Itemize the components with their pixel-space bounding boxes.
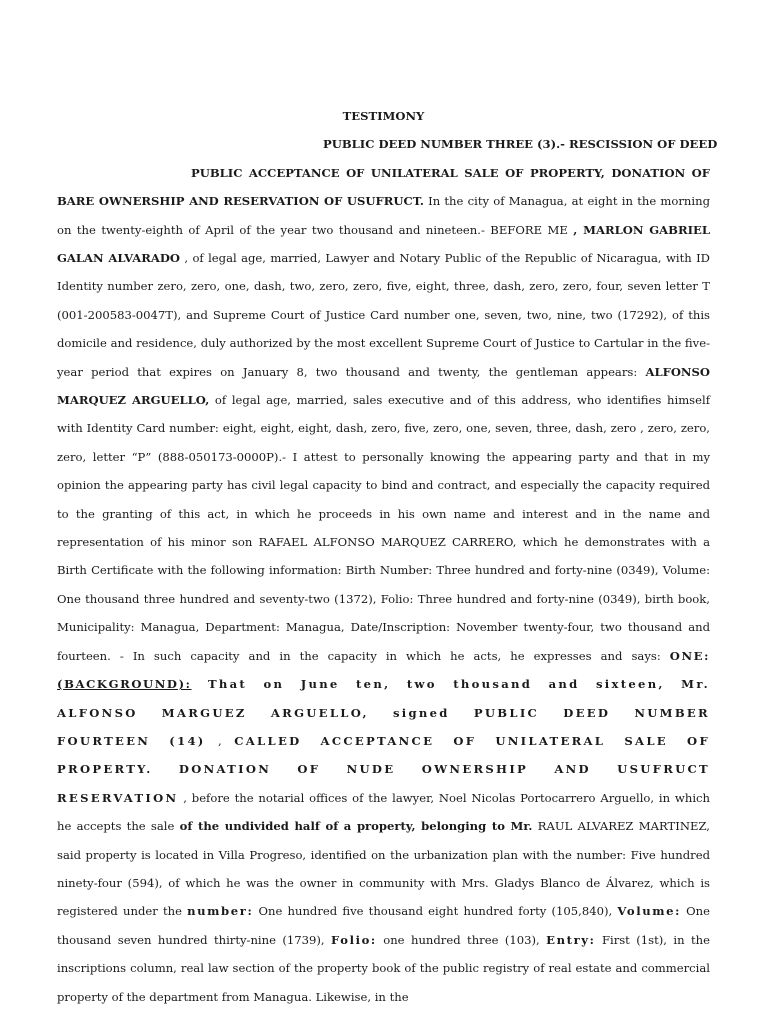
body-p5-bold: of the undivided half of a property, belonging to Mr.	[179, 819, 533, 834]
volume-label: Volume:	[617, 904, 681, 919]
background-label: (BACKGROUND):	[57, 677, 192, 692]
body-p5: , before the notarial offices of the lawyer, Noel Nicolas Portocarrero Arguello, in which he accepts the sale	[57, 790, 710, 834]
acceptance-title: PUBLIC ACCEPTANCE OF UNILATERAL SALE OF PROPERTY, DONATION OF BARE OWNERSHIP AND RESERVATION OF USUFRUCT.	[57, 165, 710, 209]
body-p4-bold: That on June ten, two thousand and sixteen, Mr. ALFONSO MARGUEZ ARGUELLO, signed PUBLIC DEED NUMBER FOURTEEN (14)	[57, 677, 710, 748]
one-label: ONE:	[669, 648, 710, 663]
body-p4-sep: ,	[205, 733, 235, 748]
number-label: number:	[187, 904, 254, 919]
appearing-name: ALFONSO MARQUEZ ARGUELLO,	[57, 364, 710, 408]
notary-name: , MARLON GABRIEL GALAN ALVARADO	[57, 222, 711, 265]
body-p4-bold2: CALLED ACCEPTANCE OF UNILATERAL SALE OF PROPERTY. DONATION OF NUDE OWNERSHIP AND USUFRUCT RESERVATION	[57, 733, 710, 805]
deed-body	[57, 159, 710, 1011]
body-p2: , of legal age, married, Lawyer and Notary Public of the Republic of Nicaragua, with ID Identity number zero, zero, one, dash, two, zero, zero, five, eight, three, dash, zero, zero, four, seven letter T (001-200583-0047T), and Supreme Court of Justice Card number one, seven, two, nine, two (17292), of this domicile and residence, duly authorized by the most excellent Supreme Court of Justice to Cartular in the five-year period that expires on January 8, two thousand and twenty, the gentleman appears:	[57, 251, 710, 379]
body-p10: First (1st), in the inscriptions column, real law section of the property book of the public registry of real estate and commercial property of the department from Managua. Likewise, in the	[57, 932, 711, 1004]
body-p3: of legal age, married, sales executive and of this address, who identifies himself with Identity Card number: eight, eight, eight, dash, zero, five, zero, one, seven, three, dash, zero , zero, zero, zero, letter “P” (888-050173-0000P).- I attest to personally knowing the appearing party and that in my opinion the appearing party has civil legal capacity to bind and contract, and especially the capacity required to the granting of this act, in which he proceeds in his own name and interest and in the name and representation of his minor son RAFAEL ALFONSO MARQUEZ CARRERO, which he demonstrates with a Birth Certificate with the following information: Birth Number: Three hundred and forty-nine (0349), Volume: One thousand three hundred and seventy-two (1372), Folio: Three hundred and forty-nine (0349), birth book, Municipality: Managua, Department: Managua, Date/Inscription: November twenty-four, two thousand and fourteen. - In such capacity and in the capacity in which he acts, he expresses and says:	[57, 393, 710, 663]
body-p1: In the city of Managua, at eight in the morning on the twenty-eighth of April of the year two thousand and nineteen.- BEFORE ME	[57, 194, 710, 237]
body-p7: One hundred five thousand eight hundred forty (105,840),	[253, 904, 618, 919]
deed-title: PUBLIC DEED NUMBER THREE (3).- RESCISSION OF DEED	[323, 137, 718, 152]
folio-label: Folio:	[331, 932, 377, 947]
body-p9: one hundred three (103),	[376, 932, 547, 947]
body-p6: RAUL ALVAREZ MARTINEZ, said property is located in Villa Progreso, identified on the urbanization plan with the number: Five hundred ninety-four (594), of which he was the owner in community with Mrs. Gladys Blanco de Álvarez, which is registered under the	[57, 819, 710, 919]
body-p8: One thousand seven hundred thirty-nine (1739),	[57, 904, 710, 947]
entry-label: Entry:	[546, 932, 596, 947]
document-heading: TESTIMONY	[342, 109, 425, 123]
document-page	[57, 102, 718, 1011]
